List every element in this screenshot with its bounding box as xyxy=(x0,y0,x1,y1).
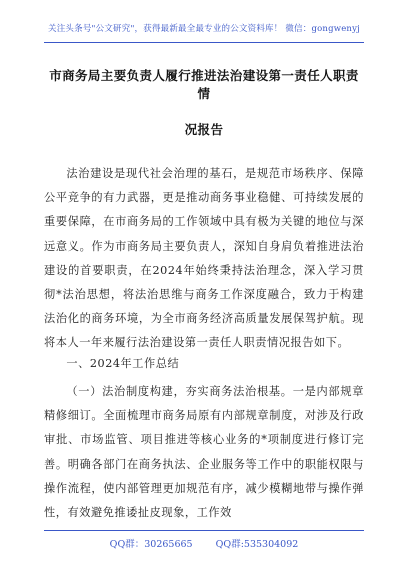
footer-qq-group-1: QQ群：30265665 xyxy=(109,539,193,550)
intro-paragraph: 法治建设是现代社会治理的基石，是规范市场秩序、保障公平竞争的有力武器，更是推动商务事业稳健、可持续发展的重要保障，在市商务局的工作领域中具有极为关键的地位与深远意义。作为市商务局主要负责人，深知自身肩负着推进法治建设的首要职责，在2024年始终秉持法治理念，深入学习贯彻*法治思想，将法治思维与商务工作深度融合，致力于构建法治化的商务环境，为全市商务经济高质量发展保驾护航。现将本人一年来履行法治建设第一责任人职责情况报告如下。 xyxy=(44,167,364,350)
footer-qq-group-2: QQ群:535304092 xyxy=(215,539,299,550)
section-paragraph: （一）法治制度构建，夯实商务法治根基。一是内部规章精修细订。全面梳理市商务局原有内部规章制度，对涉及行政审批、市场监管、项目推进等核心业务的*项制度进行修订完善。明确各部门在商务执法、企业服务等工作中的职能权限与操作流程，使内部管理更加规范有序，减少模糊地带与操作弹性，有效避免推诿扯皮现象，工作效 xyxy=(44,385,364,520)
header-note: 关注头条号"公文研究"，获得最新最全最专业的公文资料库！ 微信：gongwenyj xyxy=(48,24,360,34)
footer xyxy=(0,536,408,550)
section-heading: 一、2024年工作总结 xyxy=(66,357,180,370)
header-divider xyxy=(44,42,364,43)
footer-divider xyxy=(44,530,364,531)
document-title-line-2: 况报告 xyxy=(184,122,224,137)
document-title-line-1: 市商务局主要负责人履行推进法治建设第一责任人职责情 xyxy=(49,68,359,101)
